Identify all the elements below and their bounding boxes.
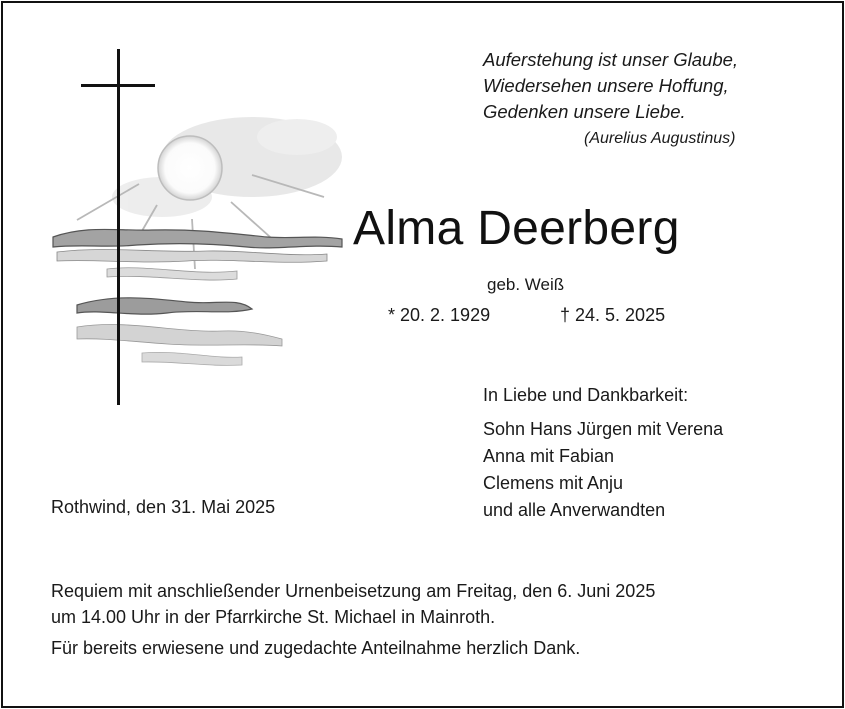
birth-date: * 20. 2. 1929 (388, 305, 491, 325)
quote-line: Auferstehung ist unser Glaube, (483, 49, 739, 70)
quote-line: Gedenken unsere Liebe. (483, 101, 686, 122)
requiem-line: um 14.00 Uhr in der Pfarrkirche St. Michael in Mainroth. (51, 607, 496, 627)
requiem-notice (51, 578, 655, 630)
cross-sunset-artwork (47, 47, 347, 407)
mourner-line: Clemens mit Anju (483, 473, 624, 493)
quote-text (483, 47, 738, 125)
quote-line: Wiedersehen unsere Hoffung, (483, 75, 729, 96)
requiem-line: Requiem mit anschließender Urnenbeisetzung am Freitag, den 6. Juni 2025 (51, 581, 656, 601)
mourners-list (483, 416, 723, 524)
landscape (53, 229, 342, 365)
birth-name: geb. Weiß (487, 275, 565, 294)
deceased-name: Alma Deerberg (353, 202, 680, 255)
death-date: † 24. 5. 2025 (560, 305, 666, 325)
mourner-line: Sohn Hans Jürgen mit Verena (483, 419, 724, 439)
quote-author: (Aurelius Augustinus) (584, 130, 736, 147)
thanks-note: Für bereits erwiesene und zugedachte Anteilnahme herzlich Dank. (51, 638, 581, 658)
obituary-card (1, 1, 844, 708)
mourner-line: und alle Anverwandten (483, 500, 666, 520)
sky-haze (112, 117, 342, 217)
place-date: Rothwind, den 31. Mai 2025 (51, 497, 276, 517)
mourners-heading: In Liebe und Dankbarkeit: (483, 385, 689, 405)
sun-icon (158, 136, 222, 200)
mourner-line: Anna mit Fabian (483, 446, 615, 466)
